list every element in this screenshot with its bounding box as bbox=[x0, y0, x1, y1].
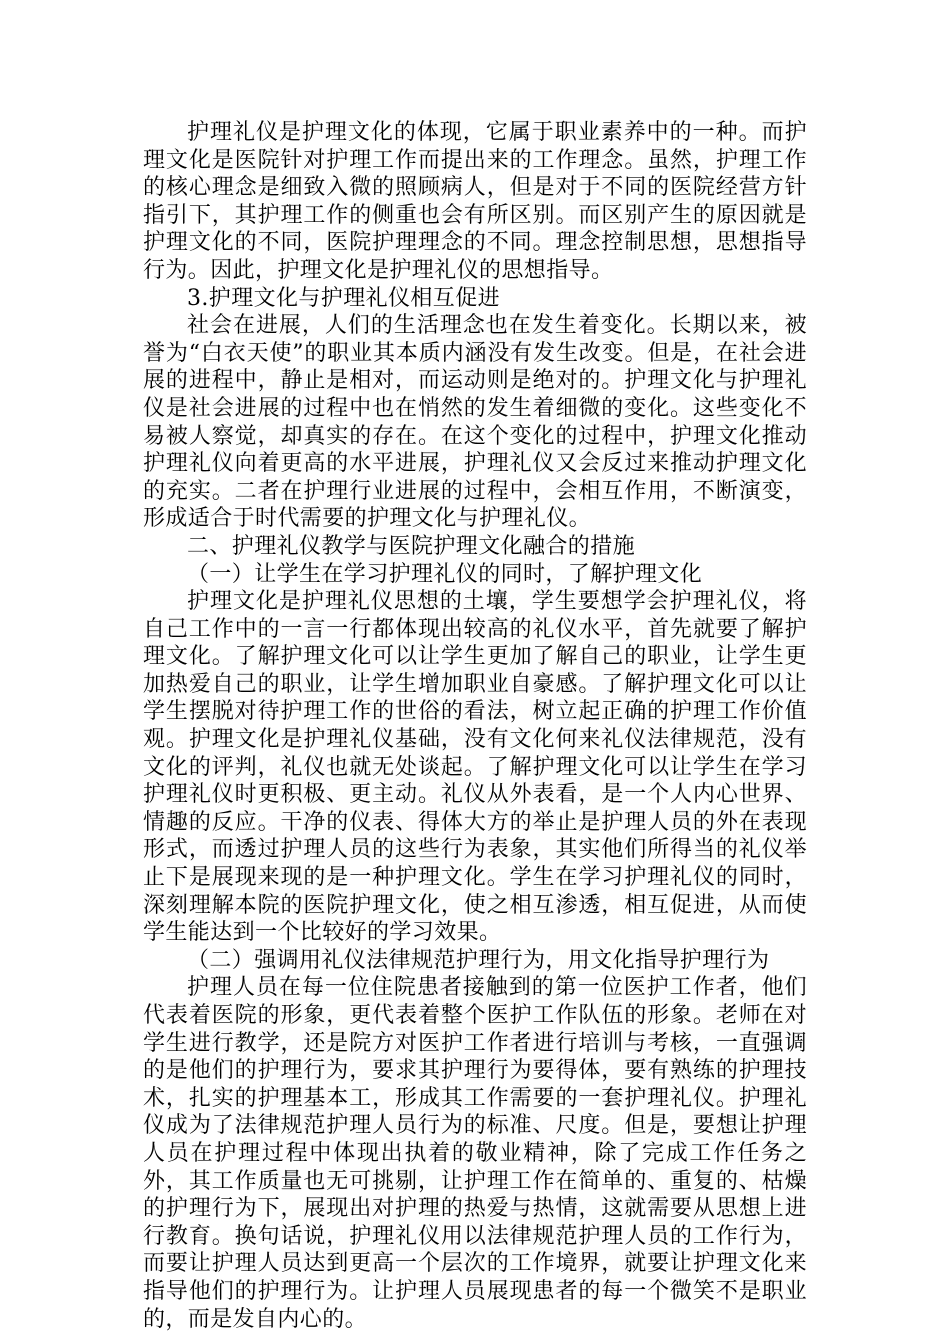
section-heading-3: 3.护理文化与护理礼仪相互促进 bbox=[187, 285, 500, 311]
subsection-heading-1: （一）让学生在学习护理礼仪的同时，了解护理文化 bbox=[187, 561, 703, 587]
paragraph-2: 社会在进展，人们的生活理念也在发生着变化。长期以来，被誉为“白衣天使”的职业其本质内涵没有发生改变。但是，在社会进展的进程中，静止是相对，而运动则是绝对的。护理文化与护理礼仪是社会进展的过程中也在悄然的发生着细微的变化。这些变化不易被人察觉，却真实的存在。在这个变化的过程中，护理文化推动护理礼仪向着更高的水平进展，护理礼仪又会反过来推动护理文化的充实。二者在护理行业进展的过程中，会相互作用，不断演变，形成适合于时代需要的护理文化与护理礼仪。 bbox=[143, 313, 807, 532]
paragraph-4: 护理人员在每一位住院患者接触到的第一位医护工作者，他们代表着医院的形象，更代表着整个医护工作队伍的形象。老师在对学生进行教学，还是院方对医护工作者进行培训与考核，一直强调的是他们的护理行为，要求其护理行为要得体，要有熟练的护理技术，扎实的护理基本工，形成其工作需要的一套护理礼仪。护理礼仪成为了法律规范护理人员行为的标准、尺度。但是，要想让护理人员在护理过程中体现出执着的敬业精神，除了完成工作任务之外，其工作质量也无可挑剔，让护理工作在简单的、重复的、枯燥的护理行为下，展现出对护理的热爱与热情，这就需要从思想上进行教育。换句话说，护理礼仪用以法律规范护理人员的工作行为，而要让护理人员达到更高一个层次的工作境界，就要让护理文化来指导他们的护理行为。让护理人员展现患者的每一个微笑不是职业的，而是发自内心的。 bbox=[143, 975, 807, 1332]
subsection-heading-2: （二）强调用礼仪法律规范护理行为，用文化指导护理行为 bbox=[187, 947, 770, 973]
paragraph-1: 护理礼仪是护理文化的体现，它属于职业素养中的一种。而护理文化是医院针对护理工作而提出来的工作理念。虽然，护理工作的核心理念是细致入微的照顾病人，但是对于不同的医院经营方针指引下，其护理工作的侧重也会有所区别。而区别产生的原因就是护理文化的不同，医院护理理念的不同。理念控制思想，思想指导行为。因此，护理文化是护理礼仪的思想指导。 bbox=[143, 120, 807, 283]
section-heading-two: 二、护理礼仪教学与医院护理文化融合的措施 bbox=[187, 533, 636, 559]
document-body bbox=[143, 119, 807, 1333]
paragraph-3: 护理文化是护理礼仪思想的土壤，学生要想学会护理礼仪，将自己工作中的一言一行都体现出较高的礼仪水平，首先就要了解护理文化。了解护理文化可以让学生更加了解自己的职业，让学生更加热爱自己的职业，让学生增加职业自豪感。了解护理文化可以让学生摆脱对待护理工作的世俗的看法，树立起正确的护理工作价值观。护理文化是护理礼仪基础，没有文化何来礼仪法律规范，没有文化的评判，礼仪也就无处谈起。了解护理文化可以让学生在学习护理礼仪时更积极、更主动。礼仪从外表看，是一个人内心世界、情趣的反应。干净的仪表、得体大方的举止是护理人员的外在表现形式，而透过护理人员的这些行为表象，其实他们所得当的礼仪举止下是展现来现的是一种护理文化。学生在学习护理礼仪的同时，深刻理解本院的医院护理文化，使之相互渗透，相互促进，从而使学生能达到一个比较好的学习效果。 bbox=[143, 589, 807, 946]
